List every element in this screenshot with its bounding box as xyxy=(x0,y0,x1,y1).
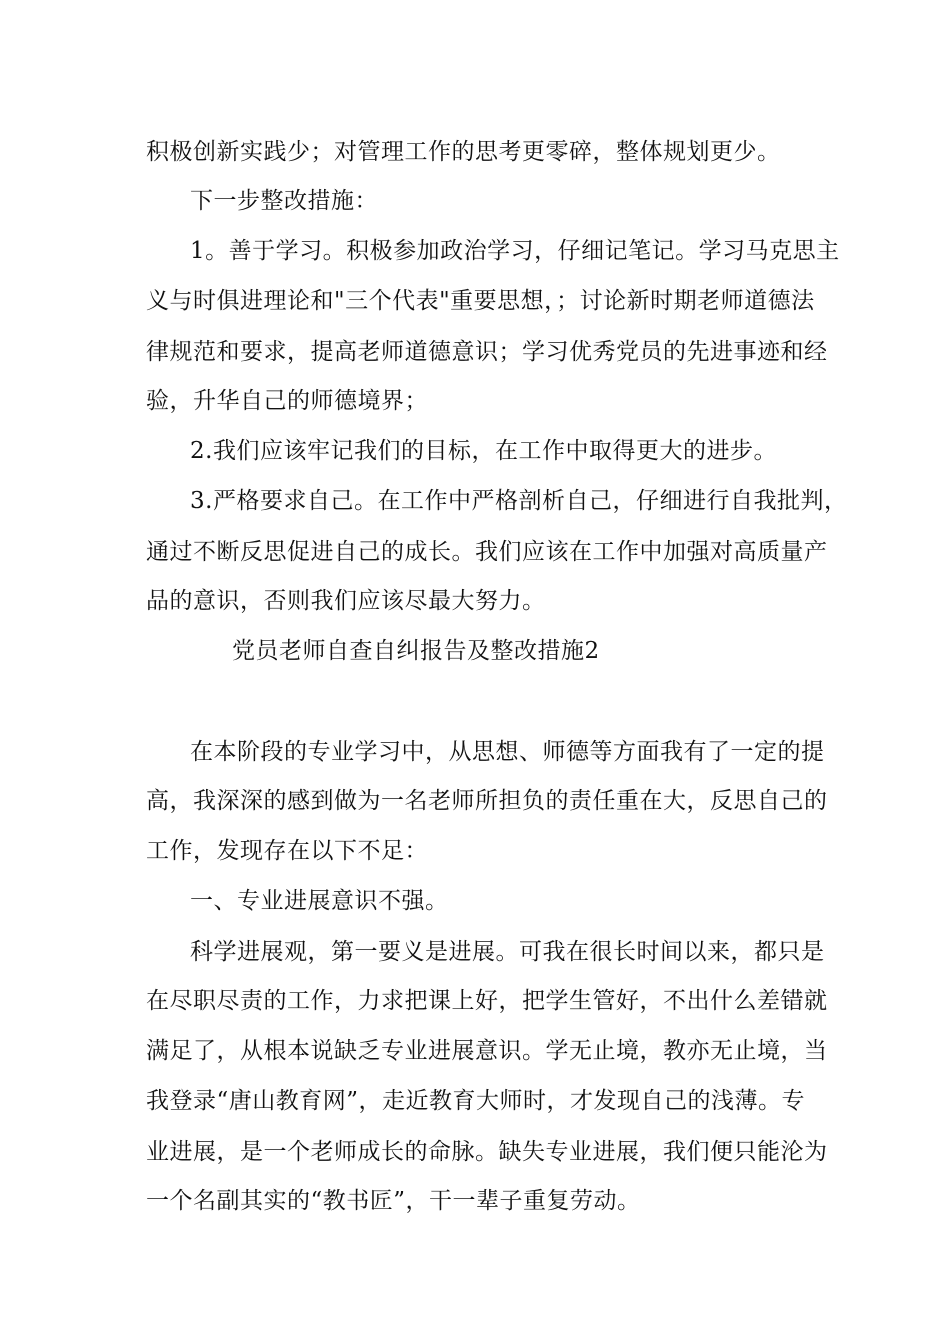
list-item-2-line: 2.我们应该牢记我们的目标，在工作中取得更大的进步。 xyxy=(190,438,777,464)
paragraph-line: 科学进展观，第一要义是进展。可我在很长时间以来，都只是 xyxy=(190,939,825,965)
section-heading: 下一步整改措施： xyxy=(190,188,378,214)
paragraph-line: 工作，发现存在以下不足： xyxy=(146,838,428,864)
paragraph-line: 一个名副其实的“教书匠”，干一辈子重复劳动。 xyxy=(146,1188,641,1214)
paragraph-line: 积极创新实践少；对管理工作的思考更零碎，整体规划更少。 xyxy=(146,139,781,165)
paragraph-line: 在本阶段的专业学习中，从思想、师德等方面我有了一定的提 xyxy=(190,739,825,765)
document-title: 党员老师自查自纠报告及整改措施2 xyxy=(232,638,600,664)
list-item-1-line: 验，升华自己的师德境界； xyxy=(146,388,428,414)
list-item-1-line: 义与时俱进理论和"三个代表"重要思想，；讨论新时期老师道德法 xyxy=(146,288,815,314)
list-item-3-line: 3.严格要求自己。在工作中严格剖析自己，仔细进行自我批判， xyxy=(190,488,848,514)
list-item-1-line: 律规范和要求，提高老师道德意识；学习优秀党员的先进事迹和经 xyxy=(146,339,828,365)
list-item-1-line: 1。善于学习。积极参加政治学习，仔细记笔记。学习马克思主 xyxy=(190,238,840,264)
list-item-3-line: 品的意识，否则我们应该尽最大努力。 xyxy=(146,588,546,614)
paragraph-line: 我登录“唐山教育网”，走近教育大师时，才发现自己的浅薄。专 xyxy=(146,1088,806,1114)
section-heading: 一、专业进展意识不强。 xyxy=(190,888,449,914)
paragraph-line: 满足了，从根本说缺乏专业进展意识。学无止境，教亦无止境，当 xyxy=(146,1038,828,1064)
paragraph-line: 高，我深深的感到做为一名老师所担负的责任重在大，反思自己的 xyxy=(146,788,828,814)
paragraph-line: 业进展，是一个老师成长的命脉。缺失专业进展，我们便只能沦为 xyxy=(146,1139,828,1165)
paragraph-line: 在尽职尽责的工作，力求把课上好，把学生管好，不出什么差错就 xyxy=(146,988,828,1014)
list-item-3-line: 通过不断反思促进自己的成长。我们应该在工作中加强对高质量产 xyxy=(146,539,828,565)
